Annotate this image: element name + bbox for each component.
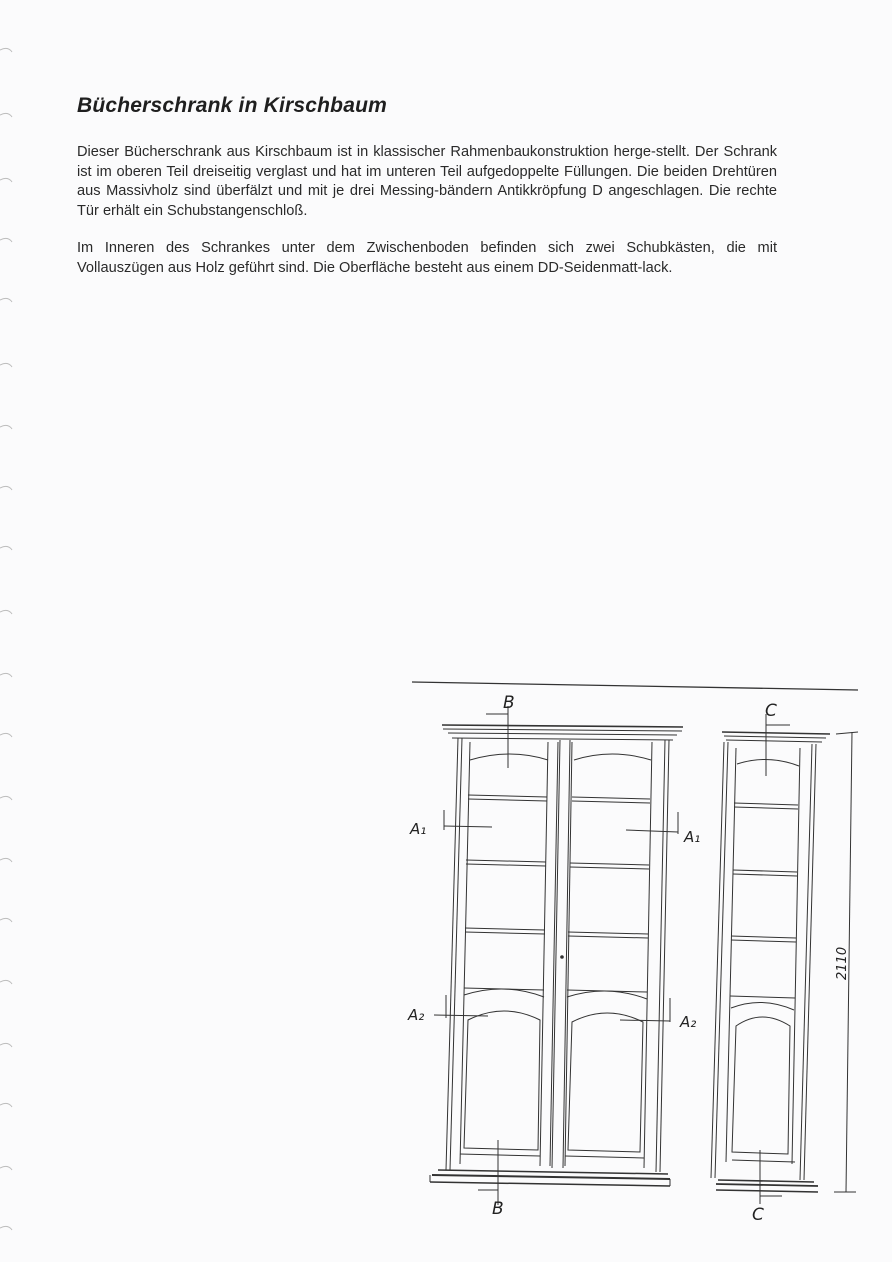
side-view — [711, 732, 830, 1192]
paragraph-2: Im Inneren des Schrankes unter dem Zwischenboden befinden sich zwei Schubkästen, die mit Vollauszügen aus Holz geführt sind. Die Oberfläche besteht aus einem DD-Seidenmatt-lack. — [77, 240, 777, 276]
section-label-a1-right: A₁ — [684, 828, 701, 846]
binder-punch-marks — [0, 0, 24, 1262]
section-label-c-bottom: C — [752, 1205, 764, 1225]
section-label-a1-left: A₁ — [410, 820, 427, 838]
height-dimension-label: 2110 — [835, 946, 850, 980]
section-label-a2-right: A₂ — [680, 1013, 697, 1031]
paragraph-1: Dieser Bücherschrank aus Kirschbaum ist in klassischer Rahmenbaukonstruktion herge-stellt. Der Schrank ist im oberen Teil dreiseitig verglast und hat im unteren Teil aufgedoppelte Füllungen. Die beiden Drehtüren aus Massivholz sind überfälzt und mit je drei Messing-bändern Antikkröpfung D angeschlagen. Die rechte Tür erhält ein Schubstangenschloß. — [77, 144, 777, 219]
section-label-b-top: B — [503, 693, 515, 713]
front-view — [430, 725, 683, 1186]
cabinet-technical-drawing — [400, 670, 870, 1230]
section-label-c-top: C — [765, 701, 777, 721]
section-label-a2-left: A₂ — [408, 1006, 425, 1024]
page-title: Bücherschrank in Kirschbaum — [77, 94, 387, 117]
section-label-b-bottom: B — [492, 1199, 504, 1219]
